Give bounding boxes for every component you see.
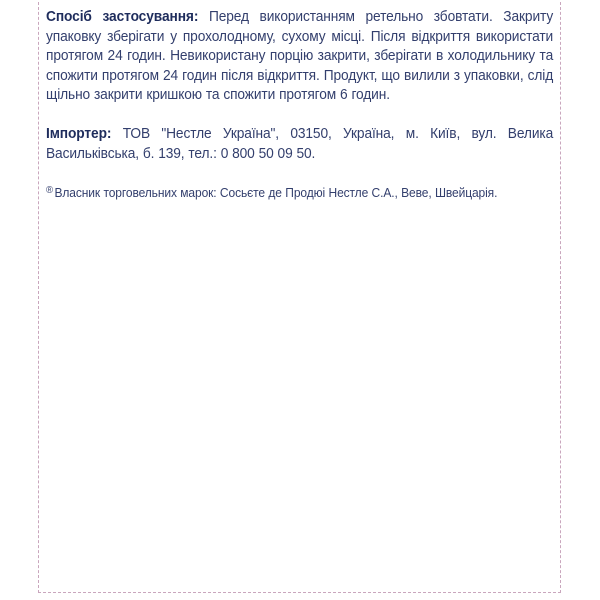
registered-trademark-icon: ® xyxy=(46,185,54,197)
importer-label: Імпортер: xyxy=(46,125,112,142)
trademark-owner-paragraph xyxy=(46,182,562,202)
importer-paragraph xyxy=(46,125,553,164)
blank-label-area xyxy=(40,240,559,592)
usage-instructions-text: Перед використанням ретельно збовтати. Закриту упаковку зберігати у прохолодному, сухому місці. Після відкриття використати протягом 24 годин. Невикористану порцію закрити, зберігати в холодильнику та спожити протягом 24 годин після відкриття. Продукт, що вилили з упаковки, слід щільно закрити кришкою та спожити протягом 6 годин. xyxy=(46,9,554,104)
label-text-column xyxy=(46,8,553,202)
usage-instructions-paragraph xyxy=(46,8,553,106)
trademark-owner-text: Власник торговельних марок: Сосьєте де Продюі Нестле С.А., Веве, Швейцарія. xyxy=(54,186,498,201)
importer-text: ТОВ "Нестле Україна", 03150, Україна, м. Київ, вул. Велика Васильківська, б. 139, тел.: 0 800 50 09 50. xyxy=(46,125,554,162)
usage-instructions-label: Спосіб застосування: xyxy=(46,9,199,25)
